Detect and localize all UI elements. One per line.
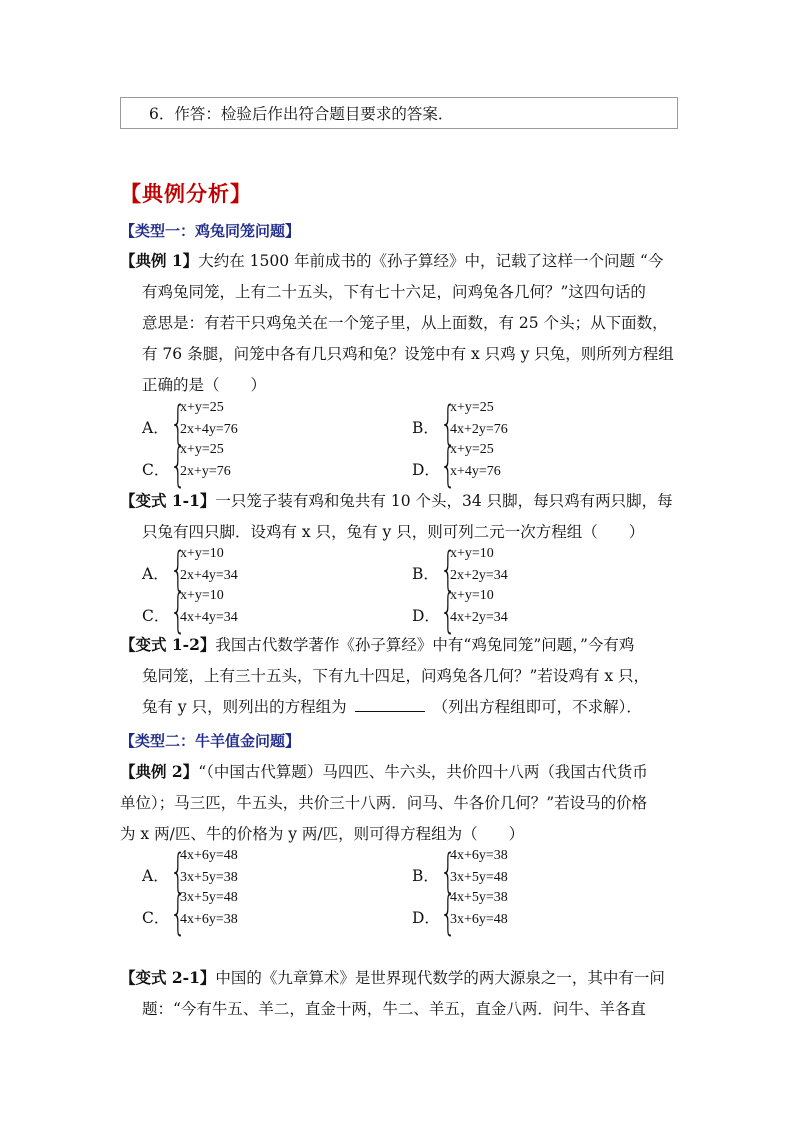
brace-icon: { (170, 584, 187, 638)
brace-icon: { (170, 438, 187, 492)
brace-icon: { (440, 886, 457, 940)
worksheet-page: 6．作答：检验后作出符合题目要求的答案． 【典例分析】 【类型一：鸡兔同笼问题】 【典例 1】大约在 1500 年前成书的《孙子算经》中，记载了这样一个问题 “今 有鸡兔同笼，上有二十五头，下有七十六足，问鸡兔各几何？”这四句话的 意思是：有若干只鸡兔关在一个笼子里，从上面数，有 25 个头；从下面数， 有 76 条腿，问笼中各有几只鸡和兔？设笼中有 x 只鸡 y 只兔，则所列方程组 正确的是（ ） A． { x+y=25 2x+4y=76 B． { x+y=25 4x+2y=76 C． { x+y=25 2x+y=76 D． { x+y=25 x+4y=76 【变式 1-1】一只笼子装有鸡和兔共有 10 个头，34 只脚，每只鸡有两只脚，每 只兔有四只脚．设鸡有 x 只，兔有 y 只，则可列二元一次方程组（ ） A． { x+y=10 2x+4y=34 B． { x+y=10 2x+2y=34 C． { x+y=10 4x+4y=34 D． { x+y=10 4x+2y=34 【变式 1-2】我国古代数学著作《孙子算经》中有“鸡兔同笼”问题，”今有鸡 兔同笼，上有三十五头，下有九十四足，问鸡兔各几何？”若设鸡有 x 只， 兔有 y 只，则列出的方程组为 （列出方程组即可，不求解）． 【类型二：牛羊值金问题】 【典例 2】“（中国古代算题）马四匹、牛六头，共价四十八两（我国古代货币 单位）；马三匹，牛五头，共价三十八两．问马、牛各价几何？”若设马的价格 为 x 两/匹、牛的价格为 y 两/匹，则可得方程组为（ ） A． { 4x+6y=48 3x+5y=38 B． { 4x+6y=38 3x+5y=48 C． { 3x+5y=48 4x+6y=38 D． { 4x+5y=38 3x+6y=48 【变式 2-1】中国的《九章算术》是世界现代数学的两大源泉之一，其中有一问 题：“今有牛五、羊二，直金十两，牛二、羊五，直金八两．问牛、羊各直 (0, 0, 794, 1123)
example1-tag: 【典例 1】 (120, 251, 199, 270)
brace-icon: { (170, 886, 187, 940)
type2-heading: 【类型二：牛羊值金问题】 (120, 732, 301, 750)
example1-stem (120, 245, 680, 401)
example2-stem (120, 756, 680, 850)
variant11-line-0: 一只笼子装有鸡和兔共有 10 个头，34 只脚，每只鸡有两只脚，每 (215, 492, 673, 510)
example2-tag: 【典例 2】 (120, 762, 199, 781)
variant21-tag: 【变式 2-1】 (120, 968, 216, 987)
brace-icon: { (440, 396, 457, 450)
brace-icon: { (440, 542, 457, 596)
example1-line-1: 有鸡兔同笼，上有二十五头，下有七十六足，问鸡兔各几何？”这四句话的 (142, 283, 646, 301)
variant21-line-1: 题：“今有牛五、羊二，直金十两，牛二、羊五，直金八两．问牛、羊各直 (142, 1000, 646, 1018)
brace-icon: { (440, 438, 457, 492)
example1-line-0: 大约在 1500 年前成书的《孙子算经》中，记载了这样一个问题 “今 (198, 252, 664, 270)
step-box (120, 97, 678, 129)
variant11-tag: 【变式 1-1】 (120, 491, 216, 510)
variant12-stem (120, 629, 680, 723)
example1-line-4: 正确的是（ ） (142, 376, 267, 394)
answer-blank[interactable] (355, 697, 425, 712)
brace-icon: { (170, 542, 187, 596)
brace-icon: { (440, 584, 457, 638)
variant12-line-3: （列出方程组即可，不求解）． (432, 698, 642, 716)
brace-icon: { (170, 844, 187, 898)
example1-line-2: 意思是：有若干只鸡兔关在一个笼子里，从上面数，有 25 个头；从下面数， (142, 314, 668, 332)
step-text: 6．作答：检验后作出符合题目要求的答案． (149, 105, 454, 123)
example2-line-0: “（中国古代算题）马四匹、牛六头，共价四十八两（我国古代货币 (198, 763, 648, 781)
example2-line-2: 为 x 两/匹、牛的价格为 y 两/匹，则可得方程组为（ ） (120, 825, 525, 843)
variant21-line-0: 中国的《九章算术》是世界现代数学的两大源泉之一，其中有一问 (215, 969, 665, 987)
example1-line-3: 有 76 条腿，问笼中各有几只鸡和兔？设笼中有 x 只鸡 y 只兔，则所列方程组 (142, 345, 674, 363)
example2-line-1: 单位）；马三匹，牛五头，共价三十八两．问马、牛各价几何？”若设马的价格 (120, 794, 648, 812)
brace-icon: { (170, 396, 187, 450)
variant12-line-1: 兔同笼，上有三十五头，下有九十四足，问鸡兔各几何？”若设鸡有 x 只， (142, 667, 650, 685)
variant21-stem (120, 962, 680, 1025)
brace-icon: { (440, 844, 457, 898)
variant12-tag: 【变式 1-2】 (120, 635, 216, 654)
type1-heading: 【类型一：鸡兔同笼问题】 (120, 222, 301, 240)
variant12-line-0: 我国古代数学著作《孙子算经》中有“鸡兔同笼”问题，”今有鸡 (215, 636, 635, 654)
variant11-stem (120, 485, 680, 548)
variant11-line-1: 只兔有四只脚．设鸡有 x 只，兔有 y 只，则可列二元一次方程组（ ） (142, 523, 645, 541)
variant12-line-2: 兔有 y 只，则列出的方程组为 (142, 698, 347, 716)
section-heading: 【典例分析】 (120, 181, 252, 206)
